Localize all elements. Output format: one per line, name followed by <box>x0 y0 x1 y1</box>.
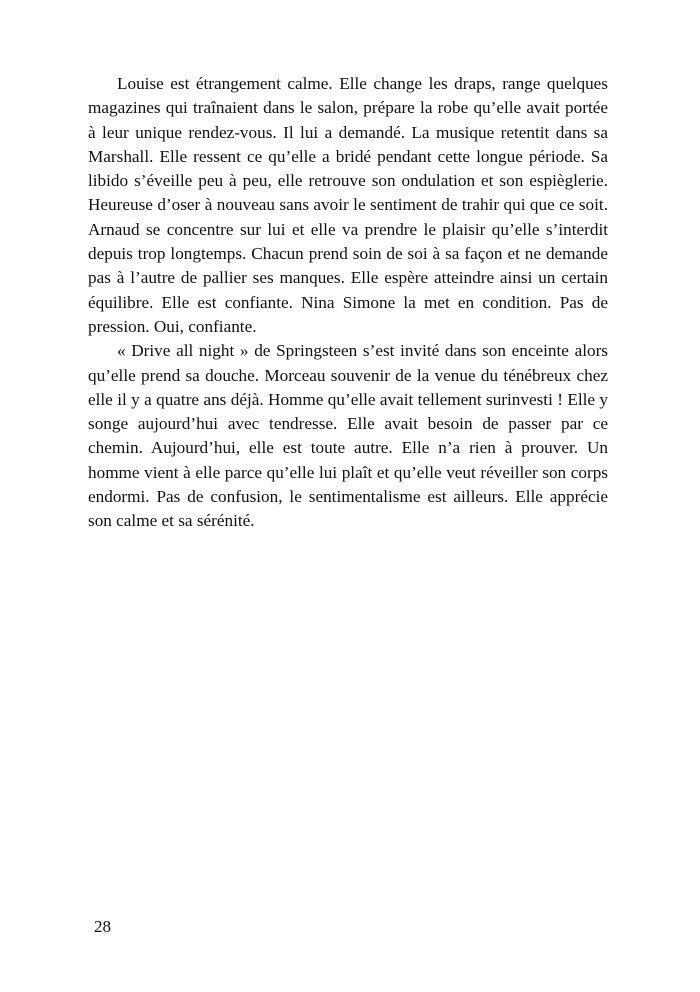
paragraph-1: Louise est étrangement calme. Elle change les draps, range quelques magazines qui traînaient dans le salon, prépare la robe qu’elle avait portée à leur unique rendez-vous. Il lui a demandé. La musique retentit dans sa Marshall. Elle ressent ce qu’elle a bridé pendant cette longue période. Sa libido s’éveille peu à peu, elle retrouve son ondulation et son espièglerie. Heureuse d’oser à nouveau sans avoir le sentiment de trahir qui que ce soit. Arnaud se concentre sur lui et elle va prendre le plaisir qu’elle s’interdit depuis trop longtemps. Chacun prend soin de soi à sa façon et ne demande pas à l’autre de pallier ses manques. Elle espère atteindre ainsi un certain équilibre. Elle est confiante. Nina Simone la met en condition. Pas de pression. Oui, confiante. <box>88 74 608 336</box>
body-text <box>88 72 608 534</box>
page-number: 28 <box>94 917 111 936</box>
paragraph-2: « Drive all night » de Springsteen s’est invité dans son enceinte alors qu’elle prend sa douche. Morceau souvenir de la venue du ténébreux chez elle il y a quatre ans déjà. Homme qu’elle avait tellement surinvesti ! Elle y songe aujourd’hui avec tendresse. Elle avait besoin de passer par ce chemin. Aujourd’hui, elle est toute autre. Elle n’a rien à prouver. Un homme vient à elle parce qu’elle lui plaît et qu’elle veut réveiller son corps endormi. Pas de confusion, le sentimentalisme est ailleurs. Elle apprécie son calme et sa sérénité. <box>88 341 608 531</box>
